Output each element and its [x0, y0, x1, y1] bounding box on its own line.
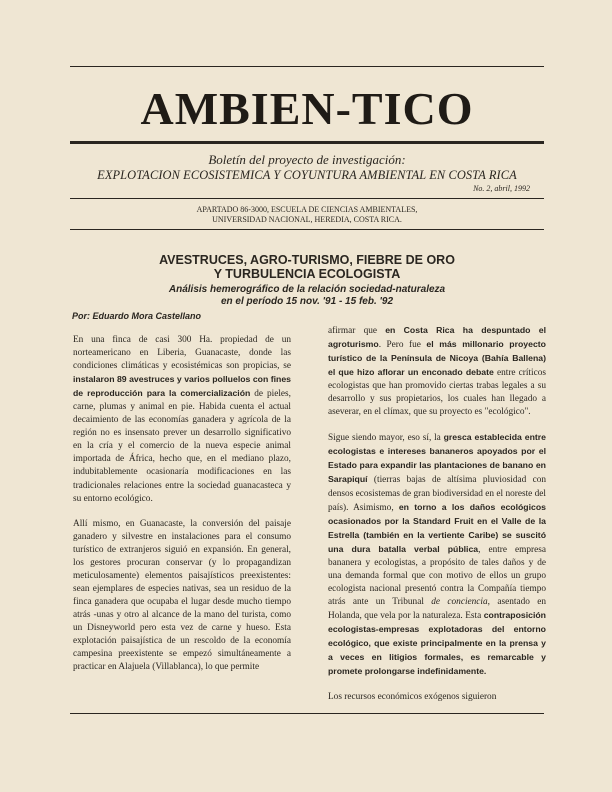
left-column: [73, 334, 291, 686]
top-rule: [70, 66, 544, 67]
article-headline: [70, 253, 544, 281]
right-paragraph-1: afirmar que en Costa Rica ha despuntado el agroturismo. Pero fue el más millonario proyecto turístico de la Península de Nicoya (Bahía Ballena) el que hizo aflorar un enconado debate entre críticos ecologistas que han promovido ciertas trabas legales a su desarrollo y sus propietarios, los cuales han llegado a aseverar, en el clímax, que su proyecto es "ecológico".: [328, 325, 546, 418]
deck-line2: en el período 15 nov. '91 - 15 feb. '92: [220, 296, 394, 307]
address-top-rule: [70, 198, 544, 199]
headline-line2: Y TURBULENCIA ECOLOGISTA: [213, 267, 401, 281]
masthead-rule: [70, 141, 544, 144]
right-paragraph-2: Sigue siendo mayor, eso sí, la gresca establecida entre ecologistas e intereses bananeros apoyados por el Estado para expandir las plantaciones de banano en Sarapiquí (tierras bajas de altísima pluviosidad con densos ecosistemas de gran biodiversidad en el noreste del país). Asimismo, en torno a los daños ecológicos ocasionados por la Standard Fruit en el Valle de la Estrella (también en la vertiente Caribe) se suscitó una dura batalla verbal pública, entre empresa bananera y ecologistas, a propósito de tales daños y de una demanda formal que con motivo de ellos un grupo ecologista nacional presentó contra la Compañía tiempo atrás ante un Tribunal de conciencia, asentado en Holanda, que vela por la naturaleza. Esta contraposición ecologistas-empresas explotadoras del entorno ecológico, que existe principalmente en la prensa y a veces en litigios formales, es remarcable y promete prolongarse indefinidamente.: [328, 432, 546, 677]
subtitle-line2: EXPLOTACION ECOSISTEMICA Y COYUNTURA AMBIENTAL EN COSTA RICA: [97, 168, 517, 182]
right-paragraph-3: Los recursos económicos exógenos siguieron: [328, 692, 497, 703]
article-deck: [70, 284, 544, 308]
subtitle-line1: Boletín del proyecto de investigación:: [208, 152, 406, 167]
issue-info: No. 2, abril, 1992: [473, 184, 530, 193]
masthead-title: AMBIEN-TICO: [140, 83, 474, 134]
bottom-rule: [70, 713, 544, 714]
deck-line1: Análisis hemerográfico de la relación sociedad-naturaleza: [168, 284, 446, 295]
byline: Por: Eduardo Mora Castellano: [72, 311, 202, 321]
address-block: [70, 205, 544, 225]
address-line2: UNIVERSIDAD NACIONAL, HEREDIA, COSTA RICA.: [212, 215, 402, 224]
left-paragraph-1: En una finca de casi 300 Ha. propiedad de un norteamericano en Liberia, Guanacaste, donde las condiciones climáticas y ecosistémicas son propicias, se instalaron 89 avestruces y varios polluelos con fines de reproducción para la comercialización de pieles, carne, plumas y animal en pie. Habida cuenta el actual decaimiento de las economías ganadera y agrícola de la región no es insensato prever un desarrollo significativo en la cría y el comercio de la nueva especie animal importada de África, hecho que, en el mediano plazo, indubitablemente ocasionaría modificaciones en las tradicionales relaciones entre la sociedad guanacasteca y su entorno ecológico.: [73, 335, 291, 504]
left-paragraph-2: Allí mismo, en Guanacaste, la conversión del paisaje ganadero y silvestre en instalaciones para el consumo turístico de extranjeros siguió en expansión. En general, los gestores procuran conservar (y lo propagandizan meticulosamente) elementos paisajísticos preexistentes: sean ejemplares de especies nativas, sea un residuo de la finca ganadera que ocupaba el lugar desde mucho tiempo atrás -unas y otro al alcance de la mano del turista, como un Disneyworld pero esta vez de carne y hueso. Esta explotación paisajística de un rescoldo de la economía campesina preexistente se empezó simultáneamente a practicar en Alajuela (Villablanca), lo que permite: [73, 518, 291, 673]
address-bottom-rule: [70, 229, 544, 230]
right-column: [328, 324, 546, 716]
address-line1: APARTADO 86-3000, ESCUELA DE CIENCIAS AMBIENTALES,: [196, 205, 418, 214]
headline-line1: AVESTRUCES, AGRO-TURISMO, FIEBRE DE ORO: [159, 253, 455, 267]
